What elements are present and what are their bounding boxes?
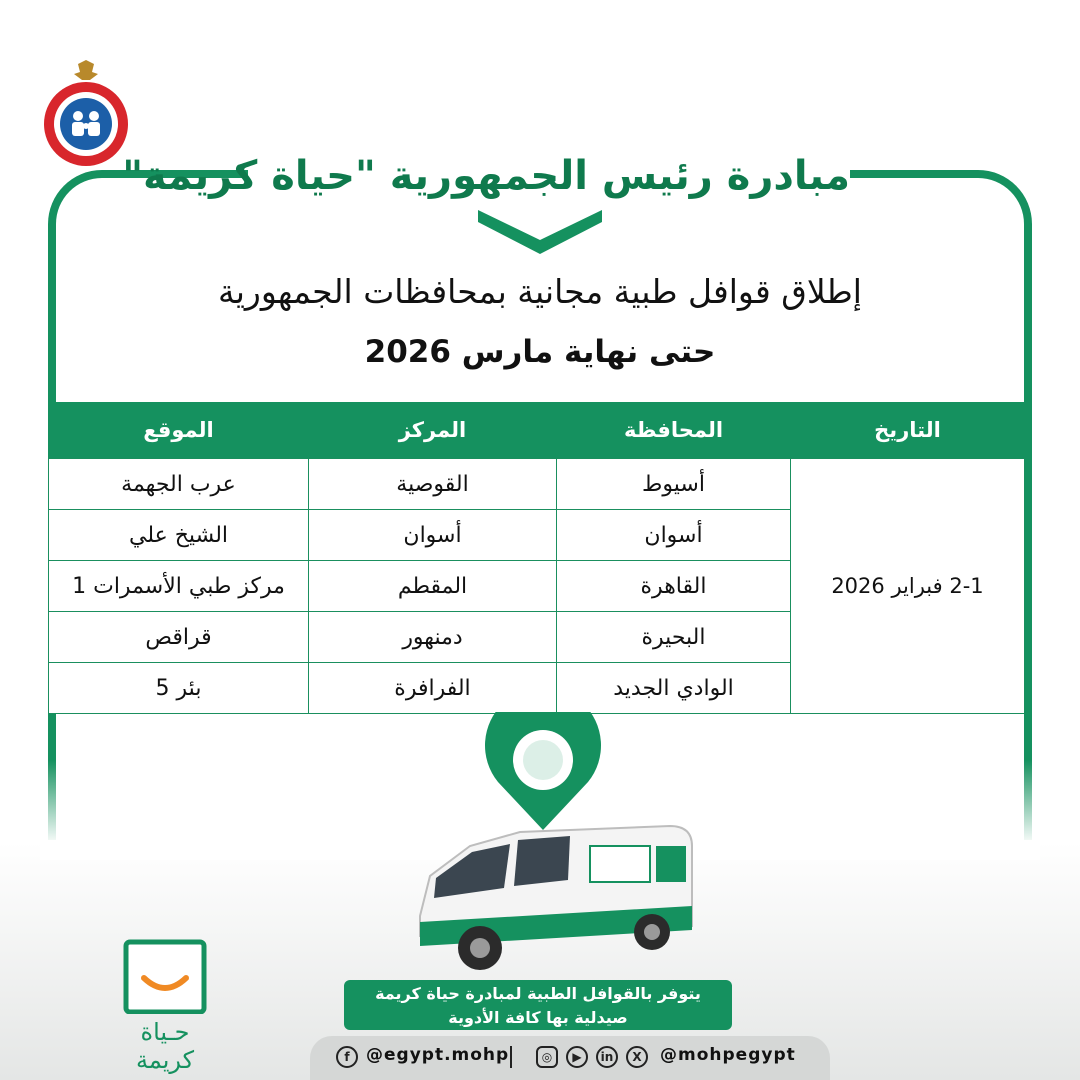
facebook-icon[interactable]: f <box>336 1046 358 1068</box>
haya-kareema-mark-icon <box>120 938 210 1014</box>
location-cell: الشيخ علي <box>49 510 309 561</box>
center-cell: أسوان <box>309 510 557 561</box>
column-header-governorate: المحافظة <box>557 402 791 459</box>
social-handle[interactable]: @mohpegypt <box>660 1045 796 1065</box>
caption-line-1: يتوفر بالقوافل الطبية لمبادرة حياة كريمة <box>375 984 701 1003</box>
center-cell: دمنهور <box>309 612 557 663</box>
governorate-cell: القاهرة <box>557 561 791 612</box>
caravan-schedule-table <box>48 402 1025 714</box>
location-cell: بئر 5 <box>49 663 309 714</box>
pharmacy-caption <box>344 980 732 1030</box>
location-cell: قراقص <box>49 612 309 663</box>
governorate-cell: أسيوط <box>557 459 791 510</box>
column-header-location: الموقع <box>49 402 309 459</box>
youtube-icon[interactable]: ▶ <box>566 1046 588 1068</box>
caption-line-2: صيدلية بها كافة الأدوية <box>448 1008 628 1027</box>
social-bar <box>310 1036 830 1080</box>
date-cell: 2-1 فبراير 2026 <box>791 459 1025 714</box>
column-header-center: المركز <box>309 402 557 459</box>
chevron-down-icon <box>478 210 602 258</box>
governorate-cell: البحيرة <box>557 612 791 663</box>
facebook-handle[interactable]: @egypt.mohp <box>366 1045 510 1065</box>
ministry-logo-icon <box>38 60 134 172</box>
governorate-cell: الوادي الجديد <box>557 663 791 714</box>
center-cell: المقطم <box>309 561 557 612</box>
center-cell: القوصية <box>309 459 557 510</box>
location-cell: مركز طبي الأسمرات 1 <box>49 561 309 612</box>
center-cell: الفرافرة <box>309 663 557 714</box>
subtitle-line-1: إطلاق قوافل طبية مجانية بمحافظات الجمهورية <box>218 272 862 311</box>
location-cell: عرب الجهمة <box>49 459 309 510</box>
subtitle-line-2: حتى نهاية مارس 2026 <box>364 334 716 370</box>
column-header-date: التاريخ <box>791 402 1025 459</box>
haya-kareema-logo <box>120 938 210 1074</box>
table-header-row <box>49 402 1025 459</box>
medical-van-image <box>400 806 700 976</box>
brand-line-2: كريمة <box>135 1046 195 1074</box>
headline: مبادرة رئيس الجمهورية "حياة كريمة" <box>122 153 850 199</box>
x-icon[interactable]: X <box>626 1046 648 1068</box>
instagram-icon[interactable]: ◎ <box>536 1046 558 1068</box>
governorate-cell: أسوان <box>557 510 791 561</box>
social-divider <box>510 1046 512 1068</box>
brand-line-1: حـياة <box>140 1018 190 1046</box>
linkedin-icon[interactable]: in <box>596 1046 618 1068</box>
table-row <box>49 459 1025 510</box>
